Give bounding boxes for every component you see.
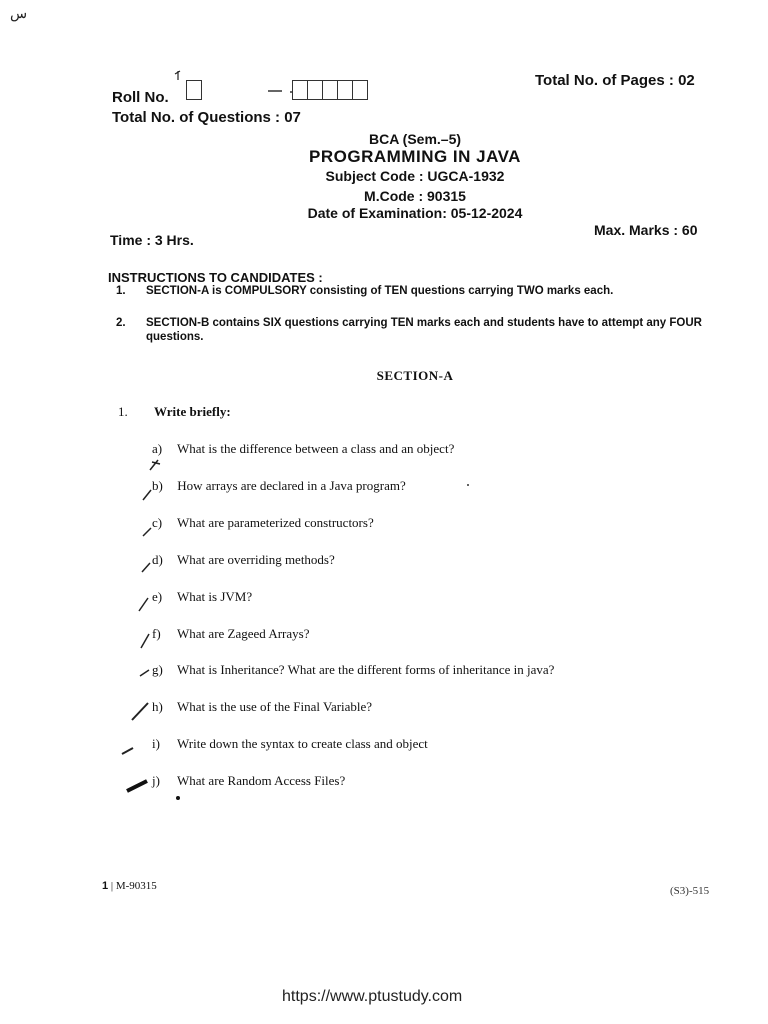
exam-date: Date of Examination: 05-12-2024 xyxy=(307,205,523,221)
question-item xyxy=(152,441,454,457)
item-label: j) xyxy=(152,773,160,788)
item-text: What are overriding methods? xyxy=(177,552,335,567)
tick-mark xyxy=(127,781,147,791)
tick-mark xyxy=(175,71,180,80)
item-label: b) xyxy=(152,478,163,493)
instruction-text: SECTION-B contains SIX questions carrying TEN marks each and students have to attempt any FOUR questions. xyxy=(146,317,702,343)
roll-box xyxy=(338,80,353,100)
question-item xyxy=(152,626,309,642)
item-label: g) xyxy=(152,662,163,677)
item-label: c) xyxy=(152,515,163,530)
instructions-heading: INSTRUCTIONS TO CANDIDATES : xyxy=(108,270,323,285)
exam-time: Time : 3 Hrs. xyxy=(110,232,194,248)
max-marks: Max. Marks : 60 xyxy=(594,222,698,238)
semester: BCA (Sem.–5) xyxy=(368,131,462,147)
tick-mark xyxy=(139,598,148,611)
tick-mark xyxy=(132,703,148,720)
roll-number-boxes xyxy=(186,80,368,100)
item-text: What are parameterized constructors? xyxy=(177,515,374,530)
subject-title: PROGRAMMING IN JAVA xyxy=(309,147,521,166)
item-text: Write down the syntax to create class and object xyxy=(177,736,428,751)
item-label: h) xyxy=(152,699,163,714)
subject-code: Subject Code : UGCA-1932 xyxy=(325,168,505,184)
question-item xyxy=(152,773,345,789)
question-item xyxy=(152,552,335,568)
item-text: What are Zageed Arrays? xyxy=(177,626,310,641)
question-item xyxy=(152,589,252,605)
section-a-title: SECTION-A xyxy=(376,368,454,383)
question-item xyxy=(152,662,554,678)
instruction-text: SECTION-A is COMPULSORY consisting of TEN questions carrying TWO marks each. xyxy=(146,285,614,297)
instruction-item xyxy=(116,284,726,298)
ink-dot xyxy=(176,796,180,800)
item-label: f) xyxy=(152,626,161,641)
roll-box xyxy=(323,80,338,100)
tick-mark xyxy=(150,460,160,470)
item-label: i) xyxy=(152,736,160,751)
item-text: What is the difference between a class and an object? xyxy=(177,441,455,456)
tick-mark xyxy=(140,670,149,676)
instruction-number: 2. xyxy=(116,317,126,329)
question-item xyxy=(152,478,406,494)
total-pages: Total No. of Pages : 02 xyxy=(535,72,695,89)
tick-mark xyxy=(142,563,150,572)
question-number: 1. xyxy=(118,404,128,419)
question-item xyxy=(152,515,374,531)
roll-number-label: Roll No. xyxy=(112,89,169,106)
question-item xyxy=(152,699,372,715)
item-label: e) xyxy=(152,589,163,604)
footer-code: M-90315 xyxy=(115,880,157,892)
question-item xyxy=(152,736,428,752)
m-code: M.Code : 90315 xyxy=(364,188,466,204)
website-url: https://www.ptustudy.com xyxy=(282,988,463,1005)
item-text: How arrays are declared in a Java program? xyxy=(177,478,406,493)
item-label: d) xyxy=(152,552,163,567)
roll-box xyxy=(292,80,308,100)
item-text: What is the use of the Final Variable? xyxy=(177,699,373,714)
total-questions: Total No. of Questions : 07 xyxy=(112,109,301,126)
item-text: What is JVM? xyxy=(177,589,253,604)
footer-left: 1 | M-90315 xyxy=(102,880,157,892)
question-title: Write briefly: xyxy=(154,404,231,419)
instruction-number: 1. xyxy=(116,285,126,297)
item-text: What is Inheritance? What are the different forms of inheritance in java? xyxy=(177,662,555,677)
item-label: a) xyxy=(152,441,163,456)
tick-mark xyxy=(122,748,133,754)
footer-right-code: (S3)-515 xyxy=(670,885,710,897)
roll-box xyxy=(186,80,202,100)
roll-box xyxy=(308,80,323,100)
corner-handwritten-mark: س xyxy=(10,7,28,22)
roll-box xyxy=(353,80,368,100)
instruction-item xyxy=(116,316,726,344)
tick-mark xyxy=(143,490,151,500)
item-text: What are Random Access Files? xyxy=(177,773,346,788)
tick-mark xyxy=(141,634,149,648)
ink-dot xyxy=(467,484,469,486)
tick-mark xyxy=(143,528,151,536)
page-number: 1 xyxy=(102,880,109,892)
